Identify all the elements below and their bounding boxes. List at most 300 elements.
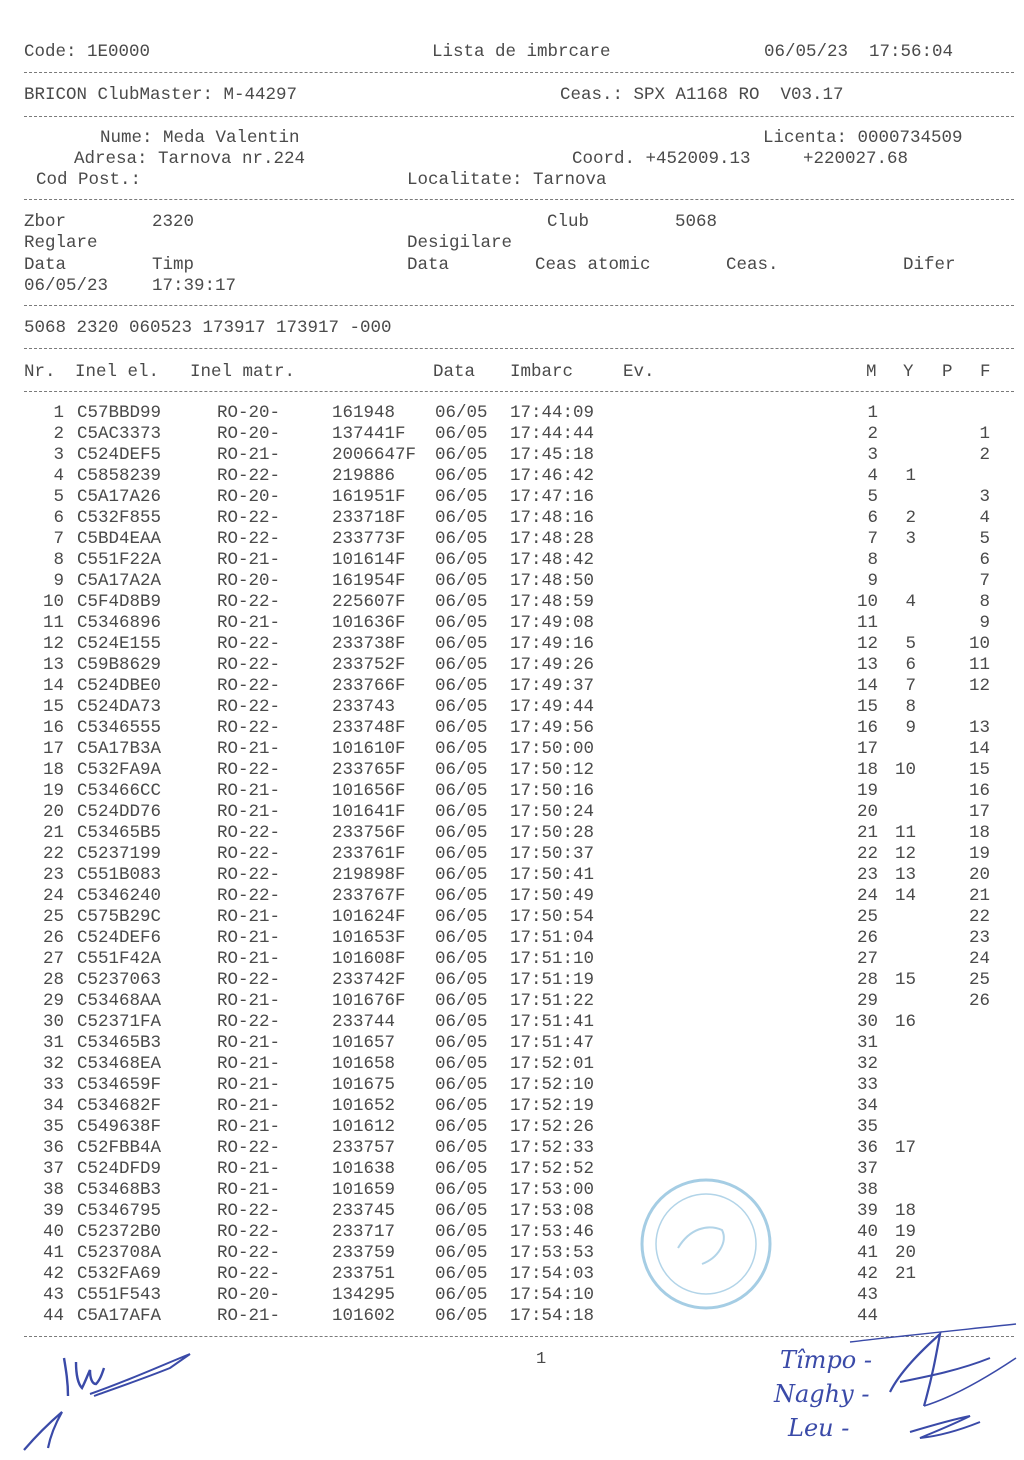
- basket-time: 17:54:18: [510, 1306, 595, 1326]
- table-row: [0, 592, 1024, 613]
- basket-date: 06/05: [435, 865, 488, 885]
- basket-date: 06/05: [435, 697, 488, 717]
- rank-m: 33: [856, 1075, 878, 1095]
- ring-electronic-id: C551B083: [77, 865, 162, 885]
- basket-time: 17:50:12: [510, 760, 595, 780]
- table-row: [0, 1033, 1024, 1054]
- setting-date: 06/05/23: [24, 276, 109, 296]
- atomic-clock-label: Ceas atomic: [535, 255, 651, 275]
- ring-number: 225607F: [332, 592, 406, 612]
- rank-f: 14: [968, 739, 990, 759]
- ring-prefix: RO-22-: [217, 1012, 281, 1032]
- basket-date: 06/05: [435, 739, 488, 759]
- table-row: [0, 529, 1024, 550]
- rank-m: 3: [867, 445, 878, 465]
- row-number: 41: [42, 1243, 64, 1263]
- ring-prefix: RO-20-: [217, 403, 281, 423]
- basket-date: 06/05: [435, 529, 488, 549]
- rank-f: 23: [968, 928, 990, 948]
- rank-m: 9: [867, 571, 878, 591]
- ring-prefix: RO-20-: [217, 487, 281, 507]
- col-header-y: Y: [903, 362, 914, 382]
- table-row: [0, 949, 1024, 970]
- row-number: 35: [42, 1117, 64, 1137]
- ring-prefix: RO-21-: [217, 802, 281, 822]
- basket-date: 06/05: [435, 928, 488, 948]
- rank-m: 20: [856, 802, 878, 822]
- col-header-ring-electronic: Inel el.: [75, 362, 160, 382]
- basket-time: 17:48:42: [510, 550, 595, 570]
- row-number: 12: [42, 634, 64, 654]
- row-number: 27: [42, 949, 64, 969]
- table-row: [0, 823, 1024, 844]
- ring-number: 233748F: [332, 718, 406, 738]
- rank-m: 18: [856, 760, 878, 780]
- ring-prefix: RO-21-: [217, 1117, 281, 1137]
- basket-date: 06/05: [435, 592, 488, 612]
- rank-m: 29: [856, 991, 878, 1011]
- basket-time: 17:51:41: [510, 1012, 595, 1032]
- rank-f: 17: [968, 802, 990, 822]
- basket-time: 17:52:26: [510, 1117, 595, 1137]
- basket-date: 06/05: [435, 802, 488, 822]
- ring-number: 101612: [332, 1117, 396, 1137]
- basket-date: 06/05: [435, 760, 488, 780]
- ring-number: 233757: [332, 1138, 396, 1158]
- row-number: 40: [42, 1222, 64, 1242]
- rank-m: 24: [856, 886, 878, 906]
- basket-time: 17:48:16: [510, 508, 595, 528]
- divider: [24, 305, 1014, 306]
- table-row: [0, 466, 1024, 487]
- basket-date: 06/05: [435, 634, 488, 654]
- basket-time: 17:51:19: [510, 970, 595, 990]
- unsealing-label: Desigilare: [407, 233, 513, 253]
- ring-prefix: RO-21-: [217, 907, 281, 927]
- basket-date: 06/05: [435, 1012, 488, 1032]
- rank-m: 28: [856, 970, 878, 990]
- clubmaster-id: BRICON ClubMaster: M-44297: [24, 85, 298, 105]
- table-row: [0, 739, 1024, 760]
- basket-time: 17:52:10: [510, 1075, 595, 1095]
- ring-number: 101676F: [332, 991, 406, 1011]
- row-number: 9: [53, 571, 64, 591]
- ring-electronic-id: C5237199: [77, 844, 162, 864]
- ring-number: 161948: [332, 403, 396, 423]
- ring-electronic-id: C5858239: [77, 466, 162, 486]
- ring-prefix: RO-22-: [217, 508, 281, 528]
- ring-number: 101636F: [332, 613, 406, 633]
- setting-date-label: Data: [24, 255, 67, 275]
- ring-number: 101610F: [332, 739, 406, 759]
- basket-time: 17:50:41: [510, 865, 595, 885]
- table-row: [0, 655, 1024, 676]
- rank-m: 35: [856, 1117, 878, 1137]
- row-number: 38: [42, 1180, 64, 1200]
- rank-m: 6: [867, 508, 878, 528]
- table-row: [0, 424, 1024, 445]
- rank-y: 19: [894, 1222, 916, 1242]
- ring-electronic-id: C5AC3373: [77, 424, 162, 444]
- row-number: 11: [42, 613, 64, 633]
- signature-right: [840, 1322, 1024, 1460]
- rank-m: 19: [856, 781, 878, 801]
- ring-number: 233751: [332, 1264, 396, 1284]
- ring-prefix: RO-21-: [217, 1306, 281, 1326]
- row-number: 13: [42, 655, 64, 675]
- basket-time: 17:53:53: [510, 1243, 595, 1263]
- ring-prefix: RO-22-: [217, 865, 281, 885]
- table-row: [0, 865, 1024, 886]
- ring-electronic-id: C52372B0: [77, 1222, 162, 1242]
- divider: [24, 391, 1014, 392]
- basket-date: 06/05: [435, 571, 488, 591]
- rank-y: 18: [894, 1201, 916, 1221]
- basket-date: 06/05: [435, 1138, 488, 1158]
- basket-date: 06/05: [435, 1054, 488, 1074]
- ring-electronic-id: C5346896: [77, 613, 162, 633]
- rank-f: 13: [968, 718, 990, 738]
- ring-electronic-id: C52371FA: [77, 1012, 162, 1032]
- ring-electronic-id: C53465B5: [77, 823, 162, 843]
- basket-date: 06/05: [435, 1201, 488, 1221]
- basket-date: 06/05: [435, 823, 488, 843]
- ring-prefix: RO-21-: [217, 1033, 281, 1053]
- rank-m: 21: [856, 823, 878, 843]
- ring-number: 101659: [332, 1180, 396, 1200]
- basket-date: 06/05: [435, 991, 488, 1011]
- basket-time: 17:47:16: [510, 487, 595, 507]
- basket-date: 06/05: [435, 970, 488, 990]
- basket-time: 17:49:56: [510, 718, 595, 738]
- basket-date: 06/05: [435, 466, 488, 486]
- basket-time: 17:44:44: [510, 424, 595, 444]
- rank-m: 40: [856, 1222, 878, 1242]
- ring-electronic-id: C5A17AFA: [77, 1306, 162, 1326]
- club-stamp: [618, 1168, 788, 1318]
- row-number: 43: [42, 1285, 64, 1305]
- col-header-event: Ev.: [623, 362, 655, 382]
- ring-electronic-id: C53468B3: [77, 1180, 162, 1200]
- ring-prefix: RO-21-: [217, 613, 281, 633]
- rank-m: 5: [867, 487, 878, 507]
- table-row: [0, 844, 1024, 865]
- ring-number: 161951F: [332, 487, 406, 507]
- table-row: [0, 760, 1024, 781]
- row-number: 30: [42, 1012, 64, 1032]
- divider: [24, 199, 1014, 200]
- rank-m: 1: [867, 403, 878, 423]
- rank-m: 30: [856, 1012, 878, 1032]
- ring-prefix: RO-22-: [217, 823, 281, 843]
- basket-time: 17:51:10: [510, 949, 595, 969]
- rank-f: 11: [968, 655, 990, 675]
- table-row: [0, 1054, 1024, 1075]
- basket-date: 06/05: [435, 1180, 488, 1200]
- ring-electronic-id: C534682F: [77, 1096, 162, 1116]
- rank-y: 11: [894, 823, 916, 843]
- basket-time: 17:44:09: [510, 403, 595, 423]
- row-number: 7: [53, 529, 64, 549]
- row-number: 23: [42, 865, 64, 885]
- ring-electronic-id: C534659F: [77, 1075, 162, 1095]
- rank-m: 16: [856, 718, 878, 738]
- table-row: [0, 802, 1024, 823]
- ring-prefix: RO-22-: [217, 697, 281, 717]
- row-number: 19: [42, 781, 64, 801]
- ring-number: 161954F: [332, 571, 406, 591]
- rank-m: 36: [856, 1138, 878, 1158]
- basket-date: 06/05: [435, 676, 488, 696]
- basket-time: 17:46:42: [510, 466, 595, 486]
- ring-number: 233765F: [332, 760, 406, 780]
- rank-f: 4: [979, 508, 990, 528]
- table-row: [0, 445, 1024, 466]
- print-datetime: 06/05/23 17:56:04: [764, 42, 954, 62]
- row-number: 1: [53, 403, 64, 423]
- row-number: 34: [42, 1096, 64, 1116]
- ring-prefix: RO-21-: [217, 1180, 281, 1200]
- row-number: 6: [53, 508, 64, 528]
- ring-electronic-id: C5BD4EAA: [77, 529, 162, 549]
- basket-date: 06/05: [435, 508, 488, 528]
- basket-time: 17:53:46: [510, 1222, 595, 1242]
- rank-m: 23: [856, 865, 878, 885]
- ring-prefix: RO-21-: [217, 1159, 281, 1179]
- ring-prefix: RO-21-: [217, 991, 281, 1011]
- row-number: 8: [53, 550, 64, 570]
- table-row: [0, 676, 1024, 697]
- ring-electronic-id: C549638F: [77, 1117, 162, 1137]
- ring-number: 233759: [332, 1243, 396, 1263]
- rank-f: 3: [979, 487, 990, 507]
- rank-m: 13: [856, 655, 878, 675]
- ring-number: 101653F: [332, 928, 406, 948]
- row-number: 17: [42, 739, 64, 759]
- ring-prefix: RO-22-: [217, 1138, 281, 1158]
- ring-electronic-id: C575B29C: [77, 907, 162, 927]
- basket-date: 06/05: [435, 886, 488, 906]
- basket-date: 06/05: [435, 1264, 488, 1284]
- ring-prefix: RO-20-: [217, 571, 281, 591]
- ring-number: 101641F: [332, 802, 406, 822]
- ring-number: 101614F: [332, 550, 406, 570]
- ring-prefix: RO-22-: [217, 466, 281, 486]
- rank-y: 13: [894, 865, 916, 885]
- basket-date: 06/05: [435, 1222, 488, 1242]
- divider: [24, 348, 1014, 349]
- basket-time: 17:49:37: [510, 676, 595, 696]
- rank-m: 17: [856, 739, 878, 759]
- table-row: [0, 1159, 1024, 1180]
- basket-time: 17:49:26: [510, 655, 595, 675]
- table-row: [0, 991, 1024, 1012]
- ring-electronic-id: C53466CC: [77, 781, 162, 801]
- ring-number: 137441F: [332, 424, 406, 444]
- owner-coordinates: Coord. +452009.13 +220027.68: [572, 149, 909, 169]
- ring-number: 219898F: [332, 865, 406, 885]
- rank-y: 21: [894, 1264, 916, 1284]
- document-title: Lista de imbrcare: [432, 42, 611, 62]
- rank-y: 6: [905, 655, 916, 675]
- ring-prefix: RO-22-: [217, 529, 281, 549]
- ring-number: 233752F: [332, 655, 406, 675]
- ring-prefix: RO-21-: [217, 1075, 281, 1095]
- ring-prefix: RO-21-: [217, 928, 281, 948]
- clock-label: Ceas.: [726, 255, 779, 275]
- ring-prefix: RO-21-: [217, 445, 281, 465]
- signature-left: [10, 1340, 210, 1458]
- row-number: 10: [42, 592, 64, 612]
- owner-locality: Localitate: Tarnova: [407, 170, 607, 190]
- flight-label: Zbor: [24, 212, 67, 232]
- table-row: [0, 571, 1024, 592]
- rank-m: 41: [856, 1243, 878, 1263]
- col-header-p: P: [942, 362, 953, 382]
- ring-prefix: RO-20-: [217, 1285, 281, 1305]
- table-row: [0, 403, 1024, 424]
- rank-m: 15: [856, 697, 878, 717]
- rank-f: 1: [979, 424, 990, 444]
- table-row: [0, 907, 1024, 928]
- ring-number: 134295: [332, 1285, 396, 1305]
- ring-prefix: RO-21-: [217, 781, 281, 801]
- table-row: [0, 508, 1024, 529]
- rank-m: 44: [856, 1306, 878, 1326]
- rank-f: 5: [979, 529, 990, 549]
- ring-number: 233773F: [332, 529, 406, 549]
- rank-m: 43: [856, 1285, 878, 1305]
- setting-time: 17:39:17: [152, 276, 237, 296]
- row-number: 15: [42, 697, 64, 717]
- table-row: [0, 1180, 1024, 1201]
- basket-date: 06/05: [435, 487, 488, 507]
- table-row: [0, 634, 1024, 655]
- basket-time: 17:49:44: [510, 697, 595, 717]
- handwritten-note-2: Naghy -: [774, 1380, 870, 1408]
- row-number: 36: [42, 1138, 64, 1158]
- row-number: 33: [42, 1075, 64, 1095]
- ring-prefix: RO-22-: [217, 634, 281, 654]
- row-number: 29: [42, 991, 64, 1011]
- ring-electronic-id: C5F4D8B9: [77, 592, 162, 612]
- ring-number: 101658: [332, 1054, 396, 1074]
- rank-m: 7: [867, 529, 878, 549]
- basket-time: 17:53:00: [510, 1180, 595, 1200]
- rank-y: 8: [905, 697, 916, 717]
- basket-date: 06/05: [435, 718, 488, 738]
- rank-m: 10: [856, 592, 878, 612]
- rank-y: 4: [905, 592, 916, 612]
- rank-m: 8: [867, 550, 878, 570]
- basket-time: 17:45:18: [510, 445, 595, 465]
- basket-time: 17:50:54: [510, 907, 595, 927]
- col-header-nr: Nr.: [24, 362, 56, 382]
- ring-prefix: RO-22-: [217, 718, 281, 738]
- rank-f: 26: [968, 991, 990, 1011]
- ring-number: 233745: [332, 1201, 396, 1221]
- basket-date: 06/05: [435, 1306, 488, 1326]
- ring-electronic-id: C53468AA: [77, 991, 162, 1011]
- basket-date: 06/05: [435, 445, 488, 465]
- table-row: [0, 1075, 1024, 1096]
- row-number: 24: [42, 886, 64, 906]
- rank-y: 9: [905, 718, 916, 738]
- col-header-date: Data: [433, 362, 476, 382]
- table-row: [0, 1012, 1024, 1033]
- setting-time-label: Timp: [152, 255, 195, 275]
- ring-electronic-id: C57BBD99: [77, 403, 162, 423]
- rank-f: 7: [979, 571, 990, 591]
- basket-time: 17:51:04: [510, 928, 595, 948]
- table-row: [0, 718, 1024, 739]
- ring-electronic-id: C5A17A26: [77, 487, 162, 507]
- ring-electronic-id: C524E155: [77, 634, 162, 654]
- table-row: [0, 1201, 1024, 1222]
- rank-m: 31: [856, 1033, 878, 1053]
- rank-m: 14: [856, 676, 878, 696]
- rank-f: 24: [968, 949, 990, 969]
- ring-electronic-id: C551F22A: [77, 550, 162, 570]
- basket-time: 17:50:00: [510, 739, 595, 759]
- basket-time: 17:48:59: [510, 592, 595, 612]
- ring-number: 233717: [332, 1222, 396, 1242]
- ring-prefix: RO-22-: [217, 655, 281, 675]
- rank-f: 22: [968, 907, 990, 927]
- rank-m: 4: [867, 466, 878, 486]
- rank-m: 32: [856, 1054, 878, 1074]
- basket-time: 17:51:47: [510, 1033, 595, 1053]
- ring-prefix: RO-21-: [217, 949, 281, 969]
- flight-code-line: 5068 2320 060523 173917 173917 -000: [24, 318, 392, 338]
- ring-prefix: RO-21-: [217, 739, 281, 759]
- table-row: [0, 1264, 1024, 1285]
- rank-m: 12: [856, 634, 878, 654]
- ring-electronic-id: C532F855: [77, 508, 162, 528]
- basket-date: 06/05: [435, 1285, 488, 1305]
- ring-number: 101652: [332, 1096, 396, 1116]
- table-row: [0, 781, 1024, 802]
- table-row: [0, 550, 1024, 571]
- table-row: [0, 928, 1024, 949]
- col-header-ring-number: Inel matr.: [190, 362, 296, 382]
- row-number: 32: [42, 1054, 64, 1074]
- rank-m: 11: [856, 613, 878, 633]
- ring-prefix: RO-22-: [217, 844, 281, 864]
- basket-time: 17:52:52: [510, 1159, 595, 1179]
- rank-f: 18: [968, 823, 990, 843]
- row-number: 44: [42, 1306, 64, 1326]
- rank-y: 1: [905, 466, 916, 486]
- rank-f: 10: [968, 634, 990, 654]
- ring-electronic-id: C53465B3: [77, 1033, 162, 1053]
- handwritten-note-3: Leu -: [788, 1414, 850, 1442]
- ring-number: 101624F: [332, 907, 406, 927]
- basket-time: 17:50:24: [510, 802, 595, 822]
- rank-y: 20: [894, 1243, 916, 1263]
- ring-number: 233742F: [332, 970, 406, 990]
- ring-electronic-id: C5346240: [77, 886, 162, 906]
- owner-postcode: Cod Post.:: [36, 170, 142, 190]
- ring-electronic-id: C5A17B3A: [77, 739, 162, 759]
- row-number: 42: [42, 1264, 64, 1284]
- ring-number: 101608F: [332, 949, 406, 969]
- club-number: 5068: [675, 212, 718, 232]
- ring-number: 101602: [332, 1306, 396, 1326]
- basket-date: 06/05: [435, 550, 488, 570]
- ring-number: 101675: [332, 1075, 396, 1095]
- ring-prefix: RO-22-: [217, 970, 281, 990]
